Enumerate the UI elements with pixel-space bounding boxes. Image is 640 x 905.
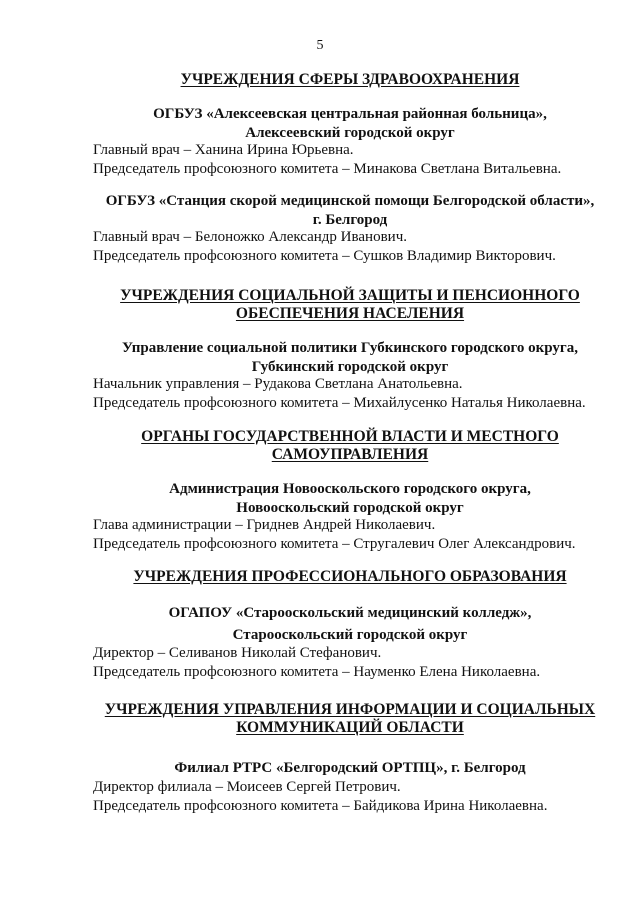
- org-subtitle: Новооскольский городской округ: [236, 500, 464, 516]
- section-heading-education: УЧРЕЖДЕНИЯ ПРОФЕССИОНАЛЬНОГО ОБРАЗОВАНИЯ: [133, 568, 567, 585]
- org-subtitle: Старооскольский городской округ: [232, 627, 468, 643]
- org-title: Филиал РТРС «Белгородский ОРТПЦ», г. Белгород: [174, 760, 526, 776]
- head-line: Глава администрации – Гриднев Андрей Николаевич.: [93, 517, 436, 533]
- section-heading-social-protection-cont: ОБЕСПЕЧЕНИЯ НАСЕЛЕНИЯ: [235, 305, 465, 322]
- chair-line: Председатель профсоюзного комитета – Михайлусенко Наталья Николаевна.: [93, 395, 586, 411]
- chair-line: Председатель профсоюзного комитета – Минакова Светлана Витальевна.: [93, 161, 562, 177]
- head-line: Главный врач – Ханина Ирина Юрьевна.: [93, 142, 354, 158]
- chair-line: Председатель профсоюзного комитета – Сушков Владимир Викторович.: [93, 248, 556, 264]
- org-subtitle: Алексеевский городской округ: [245, 125, 455, 141]
- org-title: Администрация Новооскольского городского округа,: [169, 481, 531, 497]
- section-heading-government-cont: САМОУПРАВЛЕНИЯ: [271, 446, 429, 463]
- section-heading-government: ОРГАНЫ ГОСУДАРСТВЕННОЙ ВЛАСТИ И МЕСТНОГО: [141, 428, 559, 445]
- org-subtitle: Губкинский городской округ: [251, 359, 449, 375]
- org-subtitle: г. Белгород: [312, 212, 388, 228]
- head-line: Главный врач – Белоножко Александр Иванович.: [93, 229, 407, 245]
- org-title: Управление социальной политики Губкинского городского округа,: [121, 340, 578, 356]
- section-heading-social-protection: УЧРЕЖДЕНИЯ СОЦИАЛЬНОЙ ЗАЩИТЫ И ПЕНСИОННОГО: [120, 287, 580, 304]
- org-title: ОГАПОУ «Старооскольский медицинский колледж»,: [168, 605, 532, 621]
- head-line: Начальник управления – Рудакова Светлана Анатольевна.: [93, 376, 463, 392]
- section-heading-communications: УЧРЕЖДЕНИЯ УПРАВЛЕНИЯ ИНФОРМАЦИИ И СОЦИАЛЬНЫХ: [104, 701, 596, 718]
- org-title: ОГБУЗ «Станция скорой медицинской помощи Белгородской области»,: [105, 193, 595, 209]
- head-line: Директор филиала – Моисеев Сергей Петрович.: [93, 779, 401, 795]
- section-heading-communications-cont: КОММУНИКАЦИЙ ОБЛАСТИ: [236, 719, 464, 736]
- chair-line: Председатель профсоюзного комитета – Байдикова Ирина Николаевна.: [93, 798, 548, 814]
- section-heading-healthcare: УЧРЕЖДЕНИЯ СФЕРЫ ЗДРАВООХРАНЕНИЯ: [180, 71, 520, 88]
- head-line: Директор – Селиванов Николай Стефанович.: [93, 645, 382, 661]
- org-title: ОГБУЗ «Алексеевская центральная районная больница»,: [153, 106, 547, 122]
- page-number: 5: [316, 38, 324, 53]
- chair-line: Председатель профсоюзного комитета – Стругалевич Олег Александрович.: [93, 536, 576, 552]
- chair-line: Председатель профсоюзного комитета – Науменко Елена Николаевна.: [93, 664, 541, 680]
